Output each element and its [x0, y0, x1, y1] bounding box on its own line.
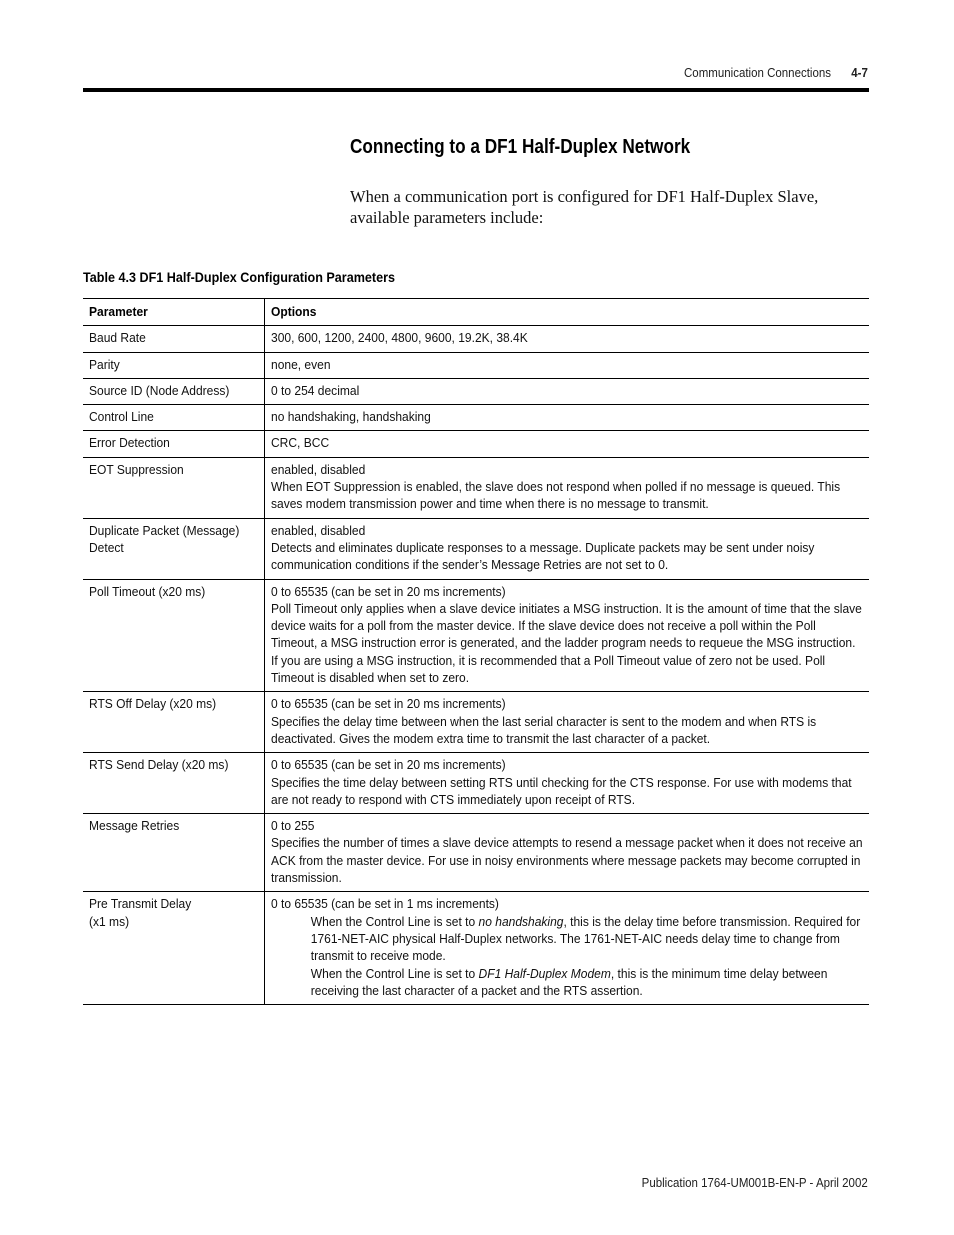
table-row	[83, 352, 869, 378]
parameter-cell: Duplicate Packet (Message) Detect	[83, 518, 264, 579]
parameter-cell: EOT Suppression	[83, 457, 264, 518]
options-cell	[264, 579, 869, 692]
options-cell	[264, 457, 869, 518]
table-row	[83, 753, 869, 814]
option-value: 0 to 65535 (can be set in 20 ms increments)	[270, 583, 506, 599]
intro-paragraph: When a communication port is configured for DF1 Half-Duplex Slave, available parameters include:	[350, 187, 819, 227]
option-description: Detects and eliminates duplicate responses to a message. Duplicate packets may be sent under noisy communication conditions if the sender’s Message Retries are not set to 0.	[270, 539, 814, 573]
options-cell	[264, 892, 869, 1005]
options-cell	[264, 753, 869, 814]
table-row	[83, 378, 869, 404]
table-row	[83, 518, 869, 579]
section-title: Connecting to a DF1 Half-Duplex Network	[350, 136, 691, 158]
parameter-cell: Error Detection	[83, 431, 264, 457]
header-rule	[83, 88, 869, 92]
option-value: 0 to 65535 (can be set in 20 ms increments)	[270, 696, 506, 712]
running-head	[684, 66, 868, 80]
options-cell	[264, 326, 869, 352]
parameter-cell: Baud Rate	[83, 326, 264, 352]
option-note: When the Control Line is set to no handshaking, this is the delay time before transmission. Required for 1761-NET-AIC physical Half-Duplex networks. The 1761-NET-AIC needs delay time to change from transmit to receive mode.	[310, 913, 860, 964]
parameter-cell: Poll Timeout (x20 ms)	[83, 579, 264, 692]
parameter-cell: Message Retries	[83, 814, 264, 892]
table-row	[83, 431, 869, 457]
option-value: no handshaking, handshaking	[270, 409, 431, 425]
option-value: enabled, disabled	[270, 461, 365, 477]
option-note: When the Control Line is set to DF1 Half-Duplex Modem, this is the minimum time delay between receiving the last character of a packet and the RTS assertion.	[310, 965, 827, 998]
table-row	[83, 457, 869, 518]
table-row	[83, 405, 869, 431]
option-value: enabled, disabled	[270, 522, 365, 538]
parameters-table	[83, 298, 869, 1005]
option-description: Specifies the number of times a slave device attempts to resend a message packet when it does not receive an ACK from the master device. For use in noisy environments where message packets may become corrupted in transmission.	[270, 835, 863, 886]
publication-footer: Publication 1764-UM001B-EN-P - April 2002	[641, 1176, 868, 1190]
options-cell	[264, 814, 869, 892]
table-header-row	[83, 299, 869, 326]
parameter-cell: Pre Transmit Delay (x1 ms)	[83, 892, 264, 1005]
parameter-cell: Parity	[83, 352, 264, 378]
table-row	[83, 892, 869, 1005]
column-header-options: Options	[264, 299, 869, 326]
option-value: 0 to 65535 (can be set in 20 ms increments)	[270, 757, 506, 773]
option-value: CRC, BCC	[270, 435, 329, 451]
option-description: Poll Timeout only applies when a slave device initiates a MSG instruction. It is the amount of time that the slave device waits for a poll from the master device. If the slave device does not receive a poll within the Poll Timeout, a MSG instruction error is generated, and the ladder program needs to requeue the MSG instruction. If you are using a MSG instruction, it is recommended that a Poll Timeout value of zero not be used. Poll Timeout is disabled when set to zero.	[270, 600, 862, 686]
parameter-cell: Control Line	[83, 405, 264, 431]
options-cell	[264, 405, 869, 431]
options-cell	[264, 692, 869, 753]
options-cell	[264, 431, 869, 457]
option-description: Specifies the time delay between setting RTS until checking for the CTS response. For use with modems that are not ready to respond with CTS immediately upon receipt of RTS.	[270, 774, 852, 807]
options-cell	[264, 518, 869, 579]
options-cell	[264, 352, 869, 378]
options-cell	[264, 378, 869, 404]
table-body	[83, 326, 869, 892]
table-body-last	[83, 892, 869, 1005]
table-row	[83, 814, 869, 892]
column-header-parameter: Parameter	[83, 299, 264, 326]
option-description: Specifies the delay time between when the last serial character is sent to the modem and when RTS is deactivated. Gives the modem extra time to transmit the last character of a packet.	[270, 713, 816, 746]
page-number: 4-7	[851, 66, 868, 80]
running-title: Communication Connections	[684, 66, 832, 80]
parameter-cell: RTS Off Delay (x20 ms)	[83, 692, 264, 753]
option-value: 0 to 254 decimal	[270, 382, 359, 398]
table-caption: Table 4.3 DF1 Half-Duplex Configuration Parameters	[83, 269, 396, 285]
table-row	[83, 692, 869, 753]
option-value: 300, 600, 1200, 2400, 4800, 9600, 19.2K, 38.4K	[270, 330, 528, 346]
option-description: When EOT Suppression is enabled, the slave does not respond when polled if no message is queued. This saves modem transmission power and time when there is no message to transmit.	[270, 479, 840, 512]
parameter-cell: Source ID (Node Address)	[83, 378, 264, 404]
table-row	[83, 326, 869, 352]
option-value: 0 to 65535 (can be set in 1 ms increments)	[270, 896, 499, 912]
option-value: 0 to 255	[270, 818, 314, 834]
option-value: none, even	[270, 356, 331, 372]
table-row	[83, 579, 869, 692]
parameter-cell: RTS Send Delay (x20 ms)	[83, 753, 264, 814]
